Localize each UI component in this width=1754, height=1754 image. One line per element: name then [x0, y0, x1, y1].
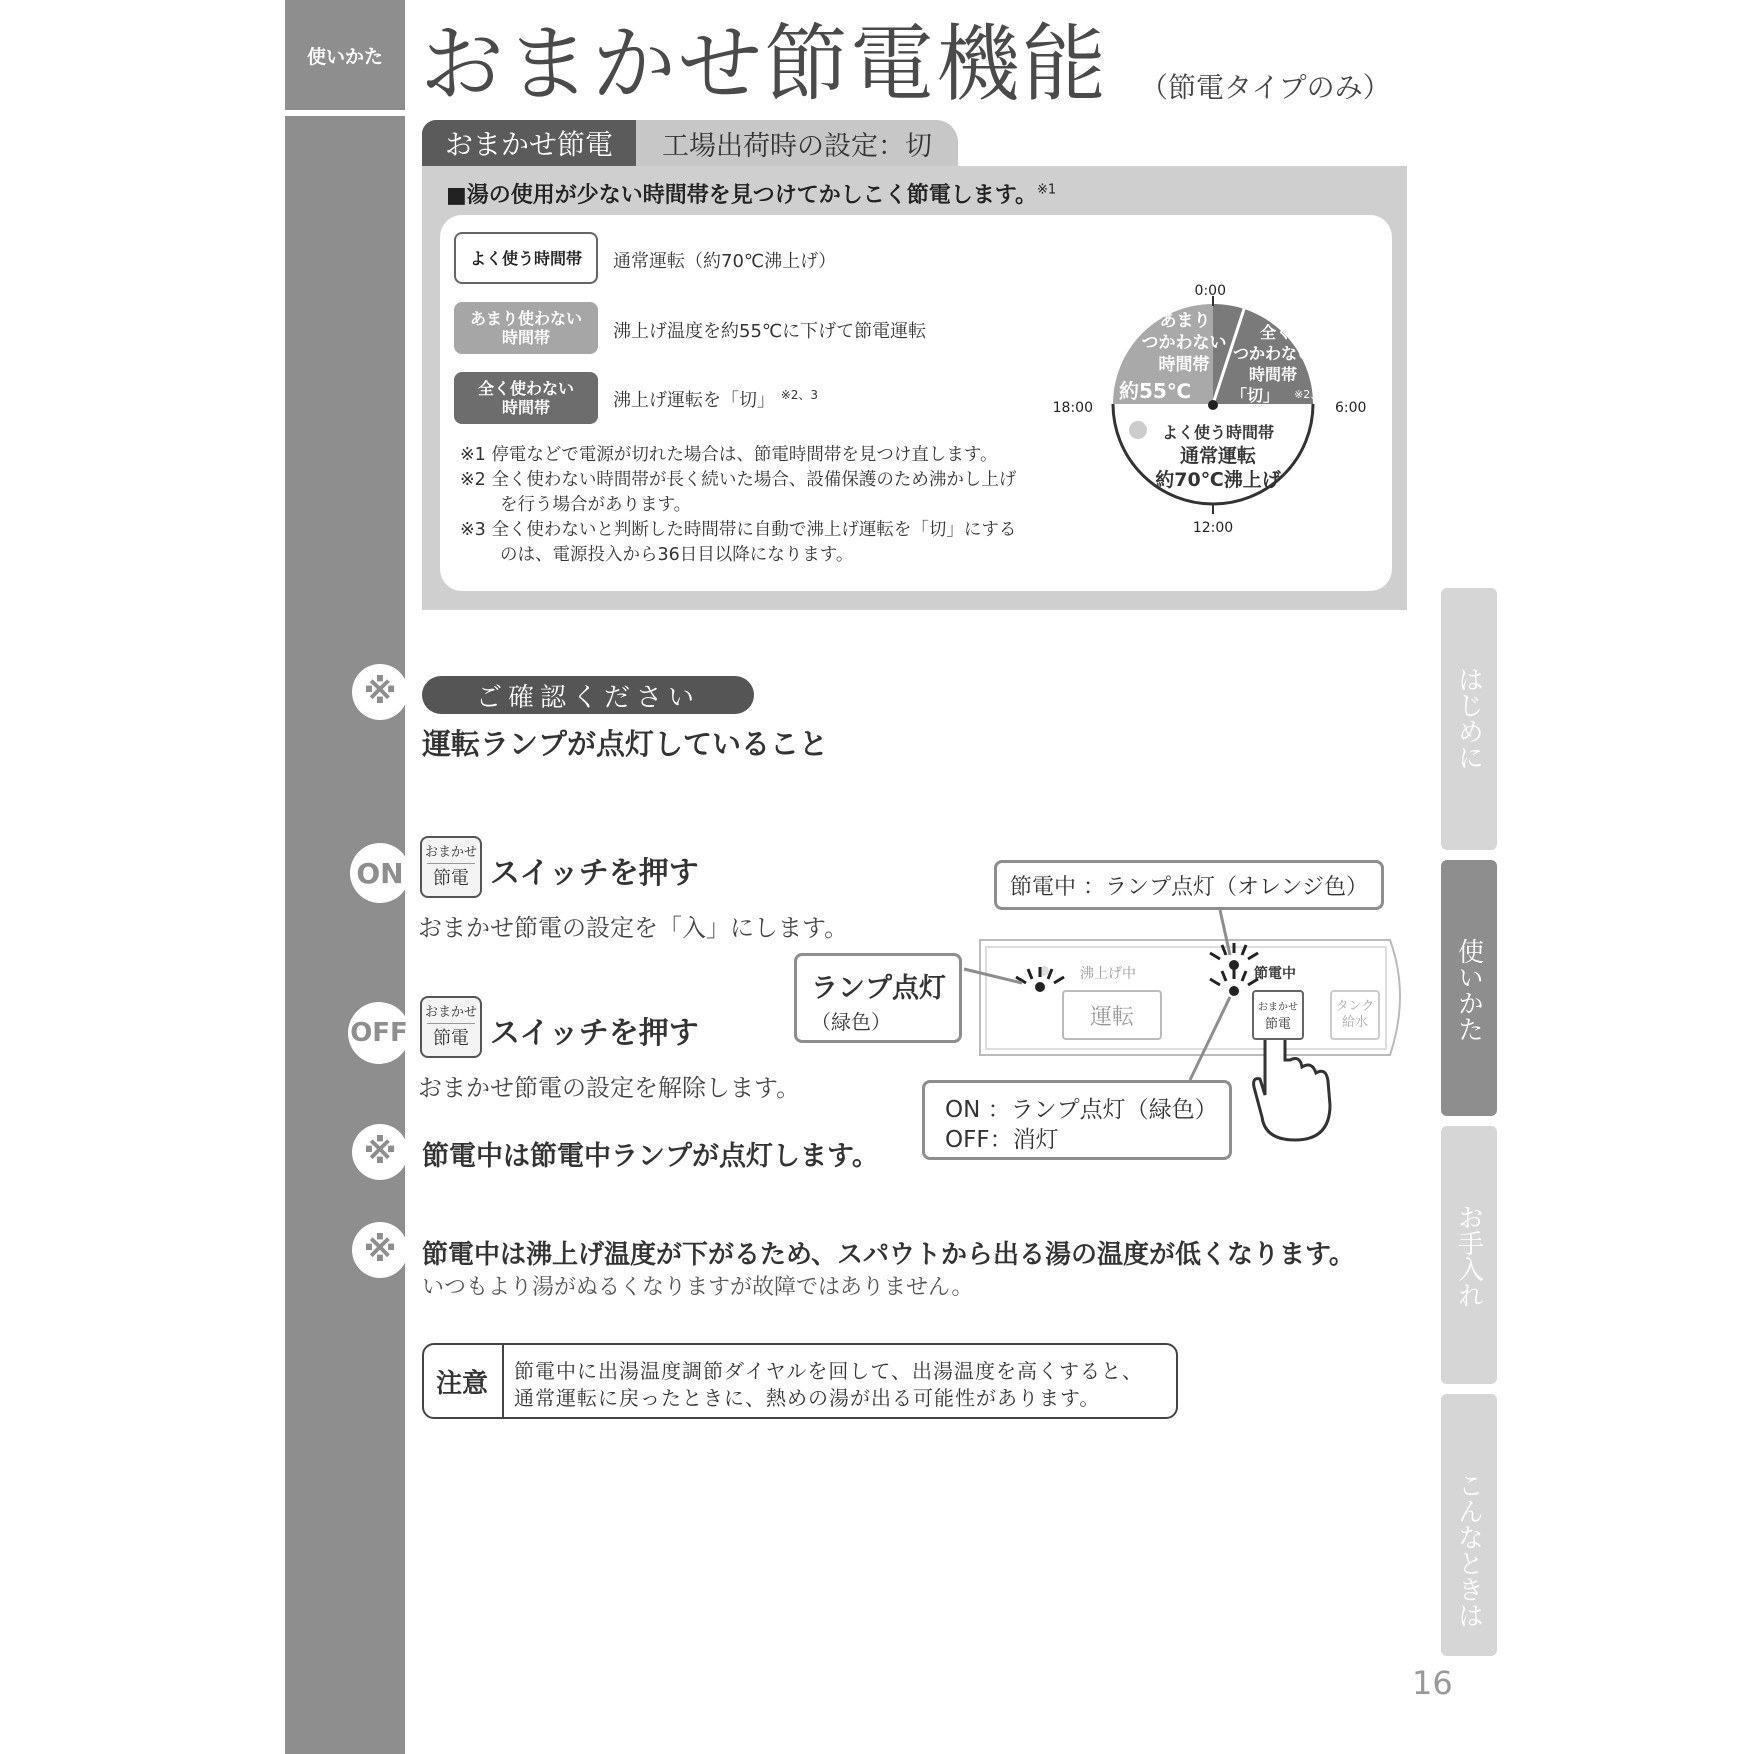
- index-tab-care[interactable]: お手入れ: [1441, 1126, 1497, 1384]
- caution-line-1: 節電中に出湯温度調節ダイヤルを回して、出湯温度を高くすると、: [514, 1359, 1143, 1383]
- check-mark-badge: ※: [352, 664, 408, 720]
- sun-icon: [1129, 421, 1147, 439]
- footnote-3-cont: のは、電源投入から36日目以降になります。: [500, 545, 854, 565]
- saving-lamp-rays: [1210, 943, 1258, 959]
- page-title: おまかせ節電機能: [420, 15, 1109, 113]
- omakase-switch-on-icon: おまかせ 節電: [420, 836, 482, 898]
- dial-rarely-temp: 約55℃: [1118, 379, 1192, 403]
- dial-never-line-2: つかわない: [1232, 344, 1314, 363]
- saving-lamp-note: 節電中は節電中ランプが点灯します。: [422, 1141, 879, 1172]
- omakase-saving-button: おまかせ 節電: [1252, 990, 1304, 1040]
- dial-never-mark: ※2、3: [1294, 388, 1329, 401]
- index-tab-trouble[interactable]: こんなときは: [1441, 1394, 1497, 1656]
- omakase-lamp-callout: ON ：ランプ点灯（緑色） OFF：消灯: [922, 1080, 1232, 1160]
- temperature-note: 節電中は沸上げ温度が下がるため、スパウトから出る湯の温度が低くなります。: [422, 1240, 1355, 1270]
- footnote-3: ※3 全く使わないと判断した時間帯に自動で沸上げ運転を「切」にする: [460, 520, 1017, 540]
- saving-lamp-label: 節電中: [1254, 966, 1296, 982]
- feature-tab: おまかせ節電: [422, 120, 636, 166]
- time-dial-diagram: [1030, 262, 1380, 544]
- omakase-switch-off-icon: おまかせ 節電: [420, 996, 482, 1058]
- dial-time-right: 6:00: [1335, 400, 1367, 416]
- tank-fill-button: タンク 給水: [1330, 990, 1380, 1040]
- dial-center-dot: [1208, 400, 1218, 410]
- pointing-hand-icon: [1254, 1025, 1330, 1140]
- run-lamp-callout: ランプ点灯 （緑色）: [794, 953, 962, 1043]
- dial-rarely-line-3: 時間帯: [1158, 355, 1210, 375]
- saving-lamp: [1229, 960, 1239, 970]
- page-title-note: （節電タイプのみ）: [1140, 71, 1391, 104]
- off-step-heading: スイッチを押す: [490, 1016, 699, 1051]
- page-number: 16: [1412, 1664, 1453, 1702]
- dial-often-line-2: 通常運転: [1179, 445, 1257, 467]
- index-tab-usage[interactable]: 使いかた: [1441, 860, 1497, 1116]
- confirm-text: 運転ランプが点灯していること: [422, 727, 829, 761]
- dial-never-line-1: 全く: [1259, 323, 1293, 342]
- footnote-2-cont: を行う場合があります。: [500, 495, 692, 515]
- dial-never-line-3: 時間帯: [1248, 365, 1298, 384]
- dial-time-top: 0:00: [1194, 283, 1226, 299]
- dial-never-state: 「切」: [1230, 386, 1280, 405]
- lead-footnote-mark: ※1: [1037, 182, 1057, 198]
- dial-often-line-1: よく使う時間帯: [1161, 423, 1275, 442]
- caution-line-2: 通常運転に戻ったときに、熱めの湯が出る可能性があります。: [514, 1386, 1101, 1410]
- run-lamp-rays: [1016, 967, 1064, 983]
- on-badge: ON: [350, 843, 410, 903]
- dial-rarely-line-2: つかわない: [1141, 333, 1227, 353]
- caution-label: 注意: [422, 1343, 504, 1419]
- band-often-description: 通常運転（約70℃沸上げ）: [613, 251, 837, 272]
- boiling-lamp-label: 沸上げ中: [1080, 966, 1136, 982]
- footnote-1: ※1 停電などで電源が切れた場合は、節電時間帯を見つけ直します。: [460, 445, 998, 465]
- temperature-note-sub: いつもより湯がぬるくなりますが故障ではありません。: [422, 1275, 974, 1300]
- confirm-pill: ご確認ください: [422, 676, 754, 714]
- off-badge: OFF: [348, 1002, 410, 1064]
- band-often-label: よく使う時間帯: [454, 232, 598, 284]
- omakase-lamp: [1229, 986, 1239, 996]
- band-rarely-description: 沸上げ温度を約55℃に下げて節電運転: [613, 321, 927, 342]
- note-mark-badge: ※: [352, 1124, 408, 1180]
- band-never-label: 全く使わない 時間帯: [454, 372, 598, 424]
- saving-lamp-callout: 節電中 ：ランプ点灯（オレンジ色）: [994, 860, 1384, 910]
- dial-often-line-3: 約70℃沸上げ: [1155, 469, 1281, 491]
- dial-rarely-line-1: あまり: [1159, 311, 1211, 331]
- note-mark-badge: ※: [352, 1222, 408, 1278]
- index-tab-intro[interactable]: はじめに: [1441, 588, 1497, 850]
- lead-text: ■湯の使用が少ない時間帯を見つけてかしこく節電します。$^{※1}$: [446, 182, 1057, 208]
- dial-time-left: 18:00: [1052, 400, 1093, 416]
- dial-time-bottom: 12:00: [1192, 520, 1234, 536]
- off-step-description: おまかせ節電の設定を解除します。: [418, 1074, 801, 1102]
- footnote-2: ※2 全く使わない時間帯が長く続いた場合、設備保護のため沸かし上げ: [460, 470, 1017, 490]
- on-step-description: おまかせ節電の設定を「入」にします。: [418, 914, 849, 942]
- band-never-description: 沸上げ運転を「切」 $^{※2、3}$: [613, 388, 819, 411]
- section-tab-usage: 使いかた: [285, 0, 405, 116]
- band-rarely-label: あまり使わない 時間帯: [454, 302, 598, 354]
- run-lamp: [1035, 982, 1045, 992]
- factory-setting-tab: 工場出荷時の設定：切: [636, 120, 958, 166]
- run-button: 運転: [1062, 990, 1162, 1040]
- on-step-heading: スイッチを押す: [490, 856, 699, 891]
